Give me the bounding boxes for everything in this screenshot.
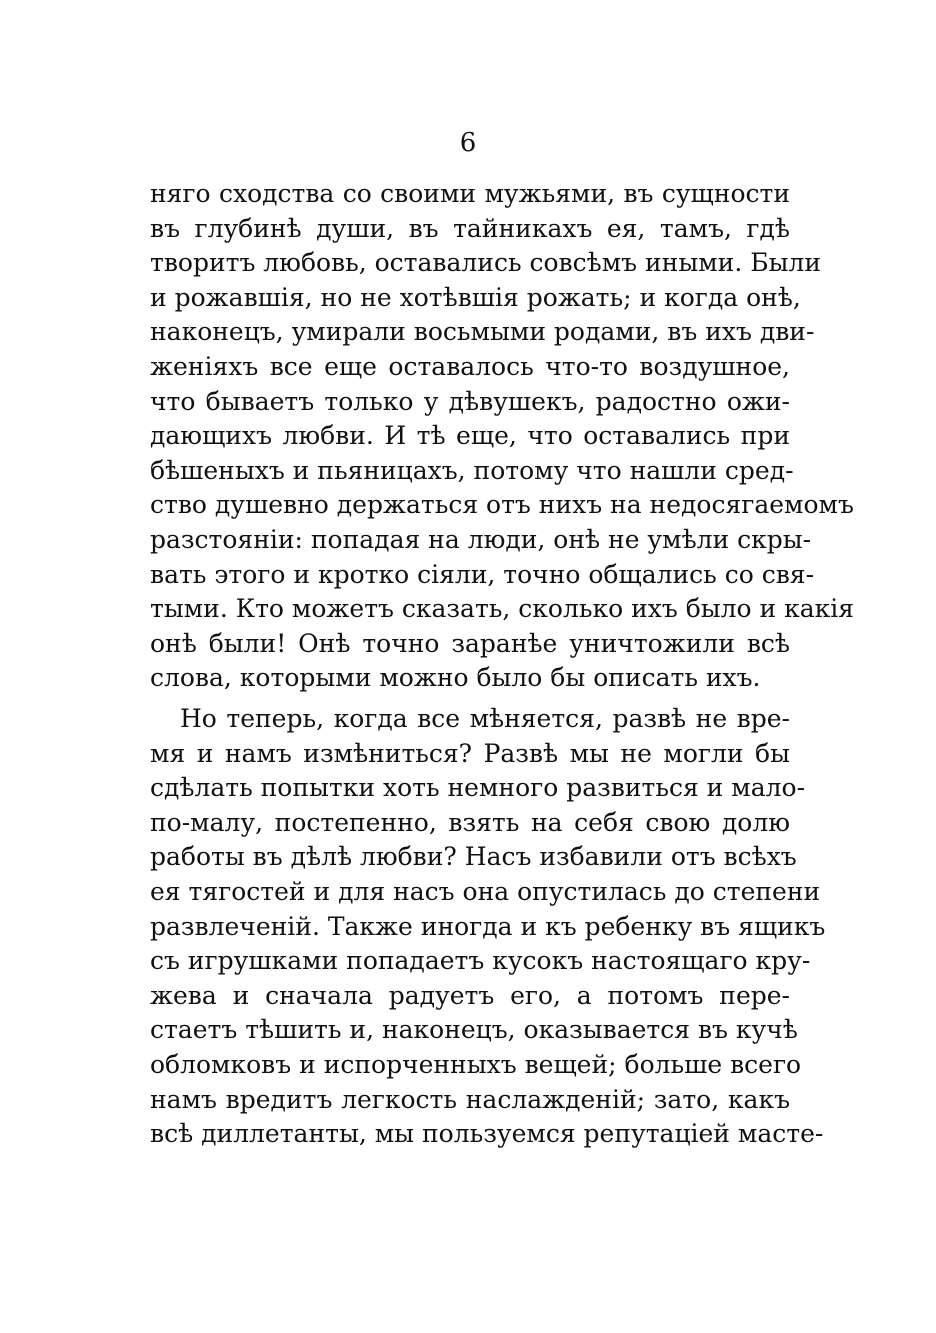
- text-line: обломковъ и испорченныхъ вещей; больше всего: [150, 1049, 802, 1079]
- text-line: намъ вредитъ легкость наслажденій; зато, какъ: [150, 1084, 790, 1114]
- text-line: въ глубинѣ души, въ тайникахъ ея, тамъ, гдѣ: [150, 213, 790, 243]
- text-line: что бываетъ только у дѣвушекъ, радостно ожи-: [150, 386, 790, 416]
- text-line: ея тягостей и для насъ она опустилась до степени: [150, 876, 821, 906]
- text-line: развлеченій. Также иногда и къ ребенку въ ящикъ: [150, 911, 826, 941]
- text-line: слова, которыми можно было бы описать ихъ.: [150, 663, 761, 693]
- page-number: 6: [459, 128, 477, 158]
- text-line: женіяхъ все еще оставалось что-то воздушное,: [150, 351, 790, 381]
- text-line: Но теперь, когда все мѣняется, развѣ не вре-: [180, 704, 790, 733]
- text-line: вать этого и кротко сіяли, точно общались со свя-: [150, 559, 815, 589]
- text-line: работы въ дѣлѣ любви? Насъ избавили отъ всѣхъ: [150, 842, 797, 872]
- paragraph-2: [150, 702, 826, 1152]
- text-line: тыми. Кто можетъ сказать, сколько ихъ было и какія: [150, 594, 855, 624]
- text-line: онѣ были! Онѣ точно заранѣе уничтожили всѣ: [150, 628, 790, 658]
- text-line: наконецъ, умирали восьмыми родами, въ ихъ дви-: [150, 317, 815, 347]
- text-line: стаетъ тѣшить и, наконецъ, оказывается въ кучѣ: [150, 1015, 798, 1045]
- text-line: жева и сначала радуетъ его, а потомъ пере-: [150, 980, 790, 1010]
- text-line: съ игрушками попадаетъ кусокъ настоящаго кру-: [150, 946, 811, 976]
- text-line: всѣ диллетанты, мы пользуемся репутаціей масте-: [150, 1119, 824, 1149]
- text-line: по-малу, постепенно, взять на себя свою долю: [150, 807, 790, 837]
- text-line: ство душевно держаться отъ нихъ на недосягаемомъ: [150, 490, 854, 520]
- paragraph-1: [150, 177, 855, 696]
- text-line: разстояніи: попадая на люди, онѣ не умѣли скры-: [150, 524, 812, 554]
- text-line: сдѣлать попытки хоть немного развиться и мало-: [150, 773, 806, 803]
- text-line: няго сходства со своими мужьями, въ сущности: [150, 179, 790, 208]
- text-line: бѣшеныхъ и пьяницахъ, потому что нашли сред-: [150, 455, 794, 485]
- text-line: творитъ любовь, оставались совсѣмъ иными. Были: [150, 248, 822, 278]
- text-line: дающихъ любви. И тѣ еще, что оставались при: [150, 421, 790, 451]
- text-line: мя и намъ измѣниться? Развѣ мы не могли бы: [150, 738, 790, 768]
- text-line: и рожавшія, но не хотѣвшія рожать; и когда онѣ,: [150, 282, 801, 312]
